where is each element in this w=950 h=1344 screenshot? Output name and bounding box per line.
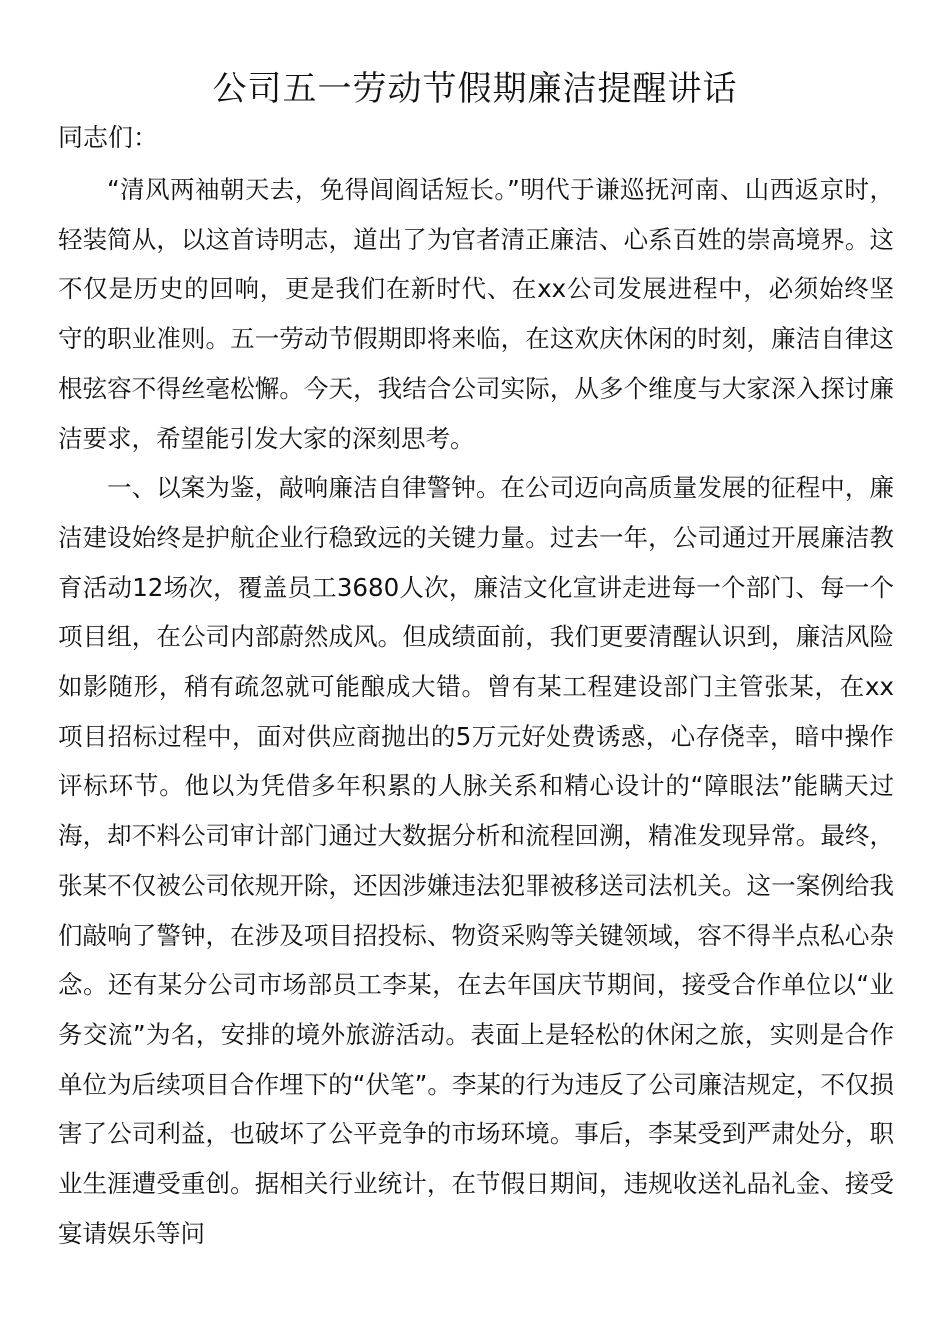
paragraph-intro: “清风两袖朝天去，免得闾阎话短长。”明代于谦巡抚河南、山西返京时，轻装简从，以这首诗明志，道出了为官者清正廉洁、心系百姓的崇高境界。这不仅是历史的回响，更是我们在新时代、在xx公司发展进程中，必须始终坚守的职业准则。五一劳动节假期即将来临，在这欢庆休闲的时刻，廉洁自律这根弦容不得丝毫松懈。今天，我结合公司实际，从多个维度与大家深入探讨廉洁要求，希望能引发大家的深刻思考。 — [58, 175, 894, 453]
salutation: 同志们： — [58, 123, 159, 152]
document-body — [58, 165, 894, 1258]
document-title: 公司五一劳动节假期廉洁提醒讲话 — [212, 69, 738, 109]
paragraph-section-one: 一、以案为鉴，敲响廉洁自律警钟。在公司迈向高质量发展的征程中，廉洁建设始终是护航企业行稳致远的关键力量。过去一年，公司通过开展廉洁教育活动12场次，覆盖员工3680人次，廉洁文化宣讲走进每一个部门、每一个项目组，在公司内部蔚然成风。但成绩面前，我们更要清醒认识到，廉洁风险如影随形，稍有疏忽就可能酿成大错。曾有某工程建设部门主管张某，在xx项目招标过程中，面对供应商抛出的5万元好处费诱惑，心存侥幸，暗中操作评标环节。他以为凭借多年积累的人脉关系和精心设计的“障眼法”能瞒天过海，却不料公司审计部门通过大数据分析和流程回溯，精准发现异常。最终，张某不仅被公司依规开除，还因涉嫌违法犯罪被移送司法机关。这一案例给我们敲响了警钟，在涉及项目招投标、物资采购等关键领域，容不得半点私心杂念。还有某分公司市场部员工李某，在去年国庆节期间，接受合作单位以“业务交流”为名，安排的境外旅游活动。表面上是轻松的休闲之旅，实则是合作单位为后续项目合作埋下的“伏笔”。李某的行为违反了公司廉洁规定，不仅损害了公司利益，也破坏了公平竞争的市场环境。事后，李某受到严肃处分，职业生涯遭受重创。据相关行业统计，在节假日期间，违规收送礼品礼金、接受宴请娱乐等问 — [58, 473, 894, 1248]
